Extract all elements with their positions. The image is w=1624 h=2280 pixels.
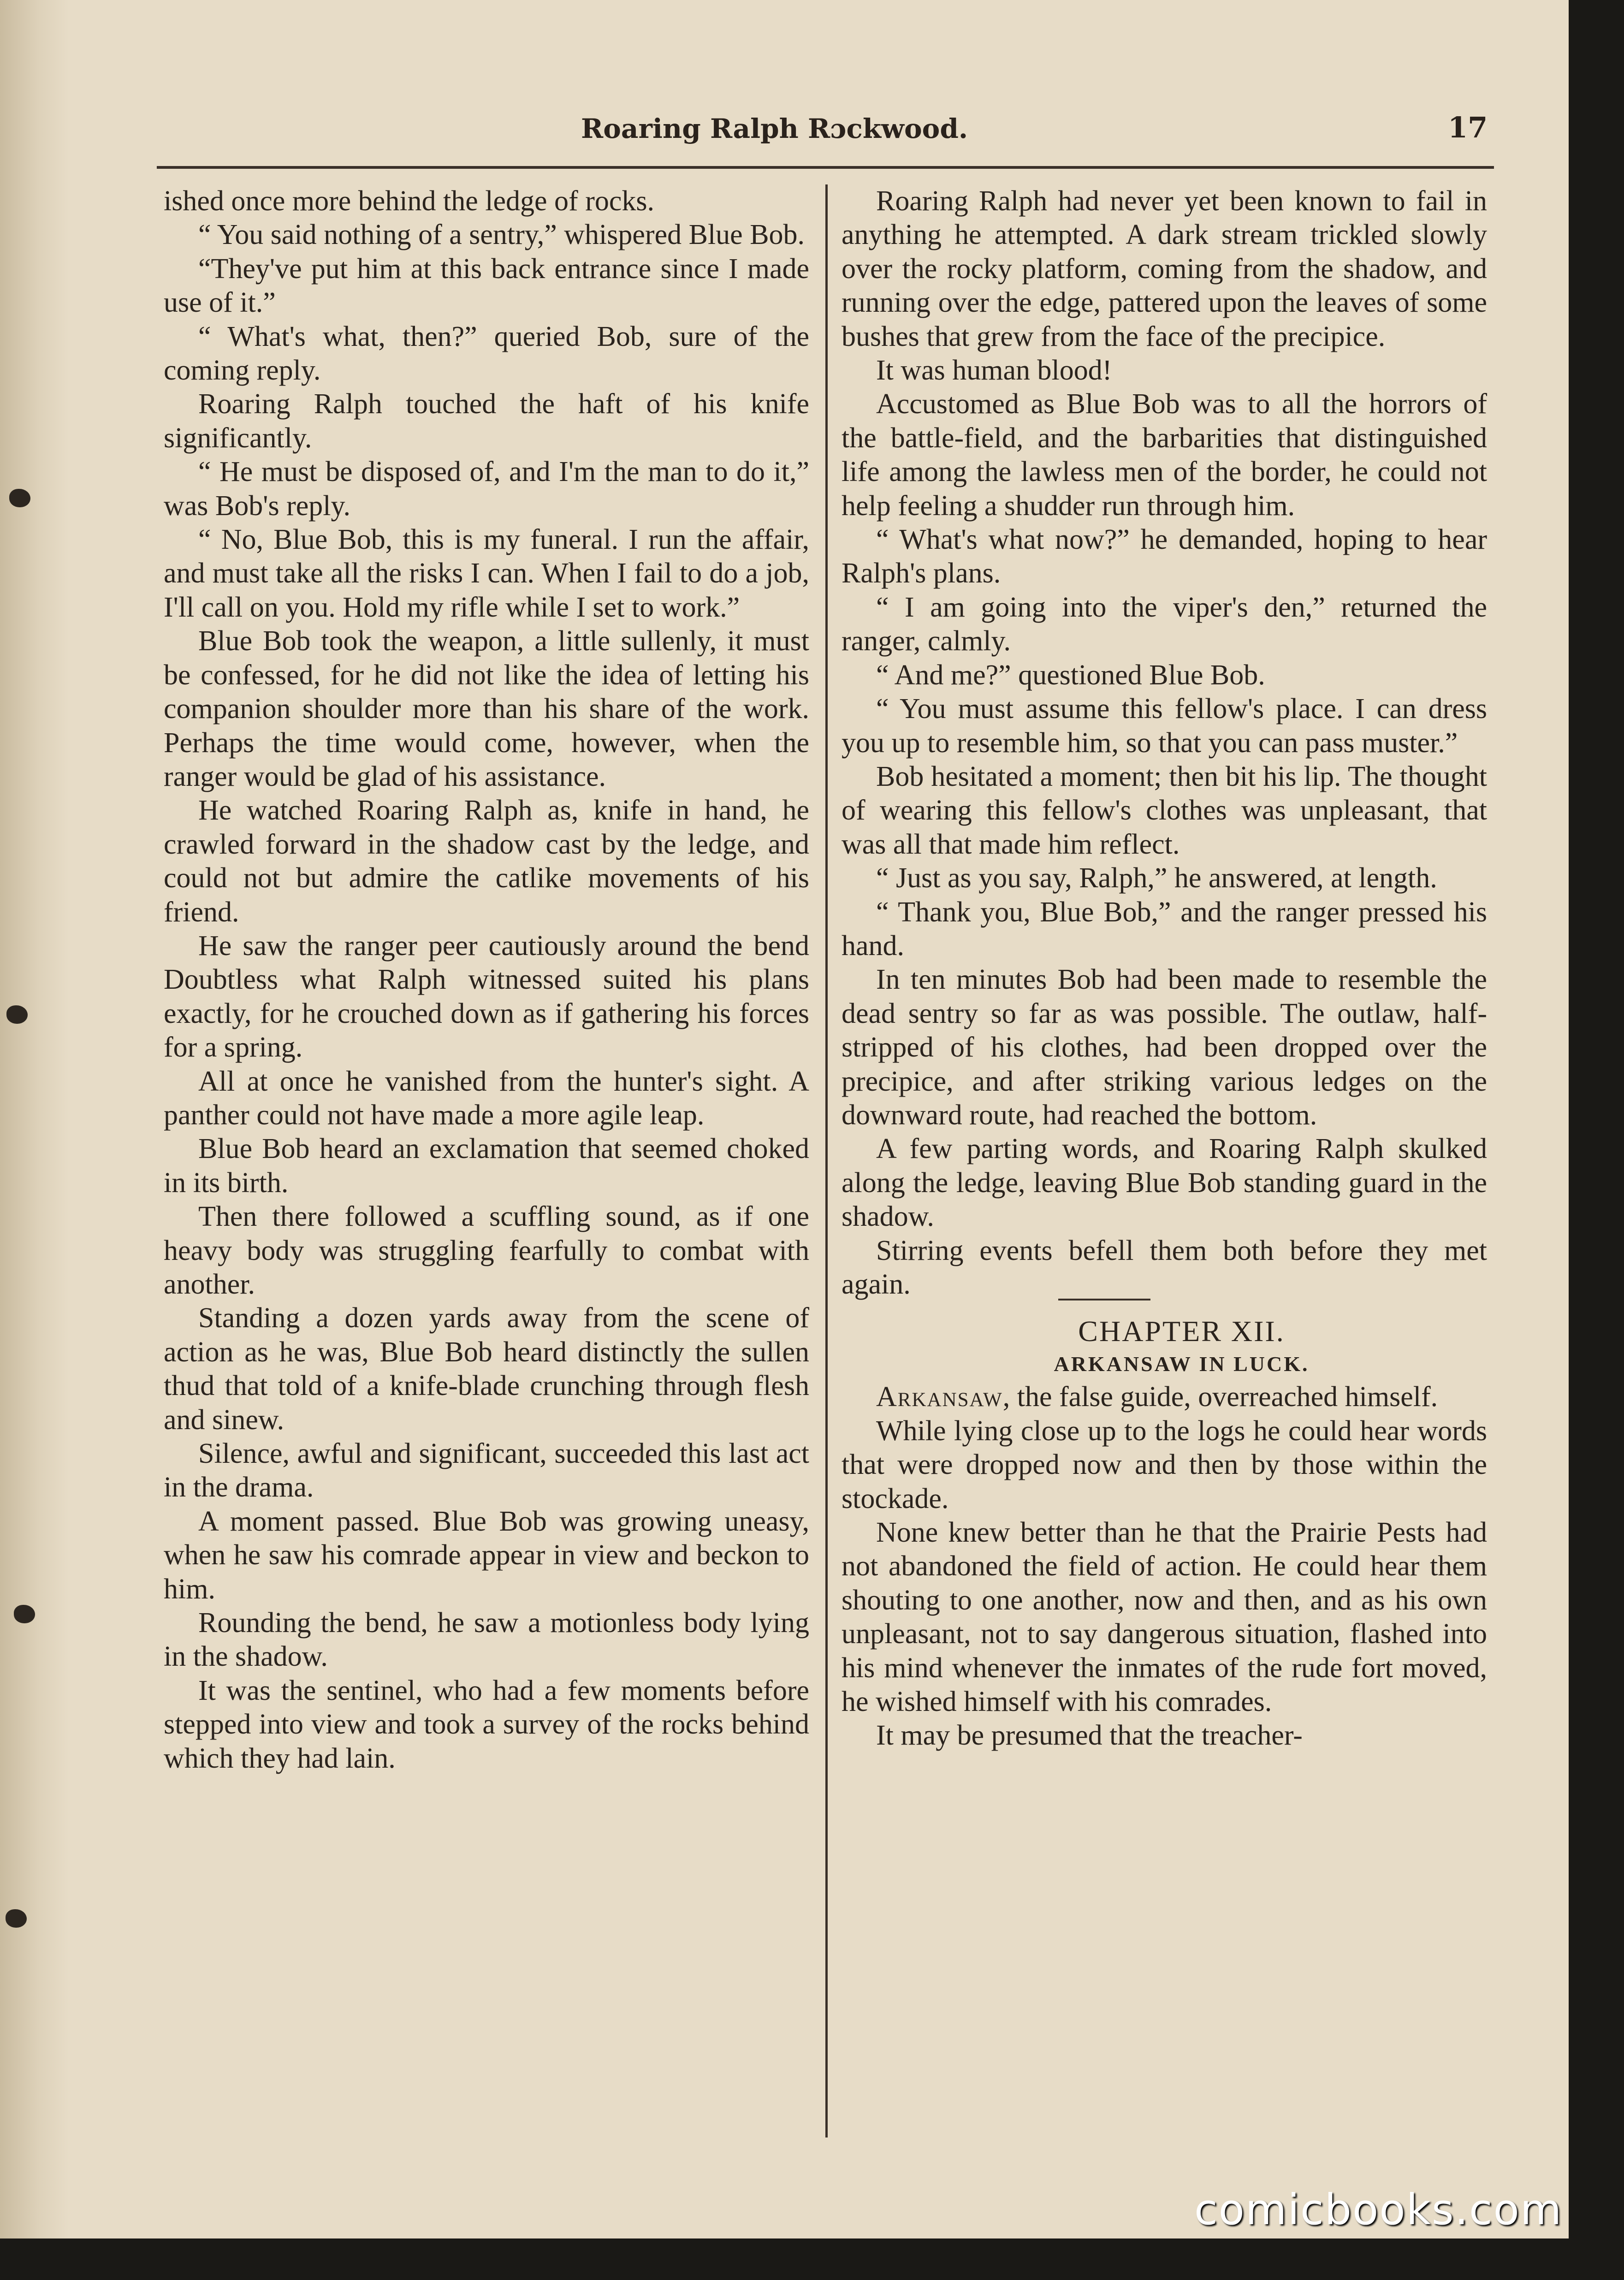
paragraph: He saw the ranger peer cautiously around the bend Doubtless what Ralph witnessed suited his plans exactly, for he crouched down as if gathering his forces for a spring.	[164, 930, 809, 1063]
site-watermark: comicbooks.com	[1194, 2185, 1563, 2234]
paragraph: Bob hesitated a moment; then bit his lip. The thought of wearing this fellow's clothes was unpleasant, that was all that made him reflect.	[842, 760, 1487, 860]
paragraph: It was the sentinel, who had a few moments before stepped into view and took a survey of the rocks behind which they had lain.	[164, 1674, 809, 1774]
binding-hole-2	[6, 1005, 28, 1024]
left-column	[164, 184, 809, 1775]
paragraph: Accustomed as Blue Bob was to all the horrors of the battle-field, and the barbarities that distinguished life among the lawless men of the border, he could not help feeling a shudder run through him.	[842, 388, 1487, 522]
page-binding-edge	[0, 0, 69, 2280]
binding-hole-4	[6, 1909, 27, 1928]
paragraph: All at once he vanished from the hunter's sight. A panther could not have made a more agile leap.	[164, 1065, 809, 1131]
right-column	[842, 184, 1487, 1753]
paragraph: None knew better than he that the Prairie Pests had not abandoned the field of action. He could hear them shouting to one another, now and then, and as his own unpleasant, not to say dangerous situation, flashed into his mind whenever the inmates of the rude fort moved, he wished himself with his comrades.	[842, 1517, 1487, 1718]
chapter-opening-text: , the false guide, overreached himself.	[1002, 1381, 1438, 1413]
paragraph: “ Just as you say, Ralph,” he answered, at length.	[876, 862, 1437, 894]
header-rule	[157, 166, 1494, 169]
binding-hole-3	[14, 1605, 35, 1623]
paragraph: “ He must be disposed of, and I'm the man to do it,” was Bob's reply.	[164, 456, 809, 522]
chapter-opening-word: Arkansaw	[876, 1381, 1003, 1413]
column-divider	[825, 184, 828, 2138]
chapter-subtitle: ARKANSAW IN LUCK.	[1054, 1352, 1310, 1376]
paragraph: “ Thank you, Blue Bob,” and the ranger pressed his hand.	[842, 896, 1487, 962]
paragraph: A moment passed. Blue Bob was growing uneasy, when he saw his comrade appear in view and beckon to him.	[164, 1505, 809, 1605]
paragraph: “They've put him at this back entrance since I made use of it.”	[164, 253, 809, 319]
paragraph: In ten minutes Bob had been made to resemble the dead sentry so far as was possible. The outlaw, half-stripped of his clothes, had been dropped over the precipice, and after striking various ledges on the downward route, had reached the bottom.	[842, 964, 1487, 1131]
paragraph: Standing a dozen yards away from the scene of action as he was, Blue Bob heard distinctly the sullen thud that told of a knife-blade crunching through flesh and sinew.	[164, 1302, 809, 1436]
paragraph: Blue Bob took the weapon, a little sullenly, it must be confessed, for he did not like the idea of letting his companion shoulder more than his share of the work. Perhaps the time would come, however, when the ranger would be glad of his assistance.	[164, 625, 809, 792]
paragraph: Blue Bob heard an exclamation that seemed choked in its birth.	[164, 1133, 809, 1199]
paragraph: Roaring Ralph touched the haft of his knife significantly.	[164, 388, 809, 454]
paragraph: It was human blood!	[876, 355, 1112, 386]
paragraph: While lying close up to the logs he could hear words that were dropped now and then by those within the stockade.	[842, 1415, 1487, 1514]
paragraph: “ What's what now?” he demanded, hoping to hear Ralph's plans.	[842, 524, 1487, 589]
paragraph: He watched Roaring Ralph as, knife in hand, he crawled forward in the shadow cast by the ledge, and could not but admire the catlike movements of his friend.	[164, 795, 809, 928]
chapter-title: CHAPTER XII.	[1078, 1315, 1285, 1348]
section-break-rule	[1058, 1299, 1150, 1300]
paragraph: “ What's what, then?” queried Bob, sure of the coming reply.	[164, 321, 809, 386]
paragraph: It may be presumed that the treacher-	[876, 1720, 1303, 1752]
paragraph: Silence, awful and significant, succeeded this last act in the drama.	[164, 1438, 809, 1503]
paragraph: ished once more behind the ledge of rocks.	[164, 185, 654, 217]
paragraph: “ And me?” questioned Blue Bob.	[876, 659, 1265, 691]
paragraph: “ You said nothing of a sentry,” whispered Blue Bob.	[198, 219, 805, 251]
scan-border-bottom	[0, 2238, 1624, 2280]
binding-hole-1	[9, 489, 30, 507]
paragraph: “ I am going into the viper's den,” returned the ranger, calmly.	[842, 591, 1487, 657]
paragraph: Then there followed a scuffling sound, as if one heavy body was struggling fearfully to combat with another.	[164, 1201, 809, 1300]
paragraph: “ No, Blue Bob, this is my funeral. I run the affair, and must take all the risks I can. When I fail to do a job, I'll call on you. Hold my rifle while I set to work.”	[164, 524, 809, 623]
paragraph: Stirring events befell them both before they met again.	[842, 1235, 1487, 1300]
paragraph: Rounding the bend, he saw a motionless body lying in the shadow.	[164, 1607, 809, 1673]
paragraph	[842, 1380, 1487, 1414]
running-header-title: Roaring Ralph Rɔckwood.	[581, 113, 968, 144]
scan-border-right	[1569, 0, 1624, 2280]
paragraph: Roaring Ralph had never yet been known to fail in anything he attempted. A dark stream trickled slowly over the rocky platform, coming from the shadow, and running over the edge, pattered upon the leaves of some bushes that grew from the face of the precipice.	[842, 185, 1487, 352]
page-number: 17	[1448, 111, 1488, 144]
paragraph: A few parting words, and Roaring Ralph skulked along the ledge, leaving Blue Bob standing guard in the shadow.	[842, 1133, 1487, 1233]
paragraph: “ You must assume this fellow's place. I can dress you up to resemble him, so that you can pass muster.”	[842, 693, 1487, 759]
